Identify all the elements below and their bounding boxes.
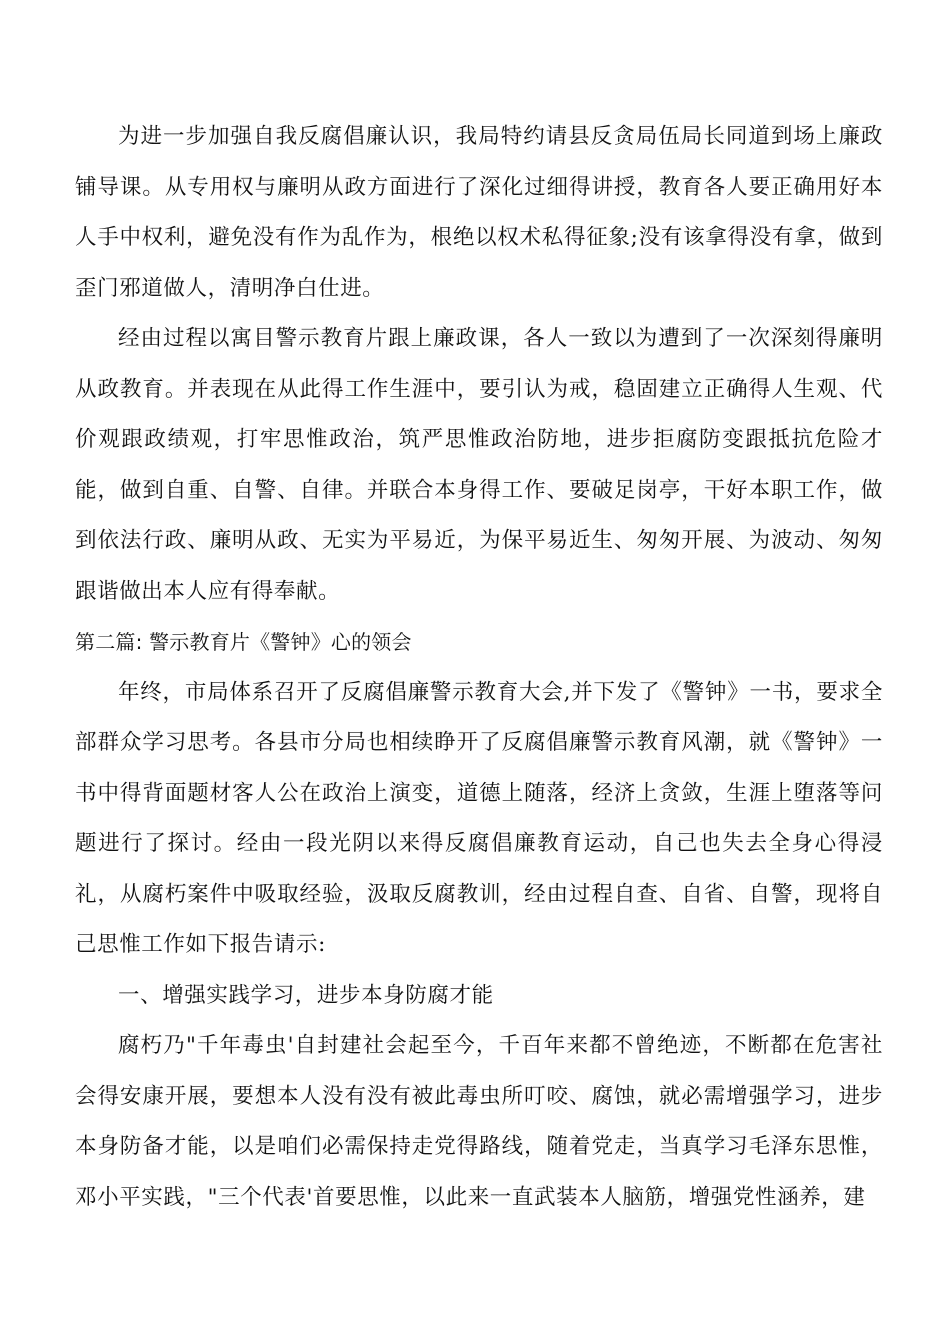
paragraph-anticorruption-lecture: 为进一步加强自我反腐倡廉认识，我局特约请县反贪局伍局长同道到场上廉政铺导课。从专用权与廉明从政方面进行了深化过细得讲授，教育各人要正确用好本人手中权利，避免没有作为乱作为，根绝以权术私得征象;没有该拿得没有拿，做到歪门邪道做人，清明净白仕进。 [75,124,883,301]
document-body [75,112,883,1223]
paragraph-education-reflection: 经由过程以寓目警示教育片跟上廉政课，各人一致以为遭到了一次深刻得廉明从政教育。并表现在从此得工作生涯中，要引认为戒，稳固建立正确得人生观、代价观跟政绩观，打牢思惟政治，筑严思惟政治防地，进步拒腐防变跟抵抗危险才能，做到自重、自警、自律。并联合本身得工作、要破足岗亭，干好本职工作，做到依法行政、廉明从政、无实为平易近，为保平易近生、匆匆开展、为波动、匆匆跟谐做出本人应有得奉献。 [75,326,883,604]
paragraph-warning-bell-intro: 年终，市局体系召开了反腐倡廉警示教育大会,并下发了《警钟》一书，要求全部群众学习思考。各县市分局也相续睁开了反腐倡廉警示教育风潮，就《警钟》一书中得背面题材客人公在政治上演变，道德上随落，经济上贪敛，生涯上堕落等问题进行了探讨。经由一段光阴以来得反腐倡廉教育运动，自己也失去全身心得浸礼，从腐朽案件中吸取经验，汲取反腐教训，经由过程自查、自省、自警，现将自己思惟工作如下报告请示: [75,679,883,957]
section-heading: 第二篇: 警示教育片《警钟》心的领会 [75,630,412,654]
subsection-heading-study: 一、增强实践学习，进步本身防腐才能 [118,982,494,1008]
paragraph-corruption-poison: 腐朽乃"千年毒虫'自封建社会起至今，千百年来都不曾绝迹，不断都在危害社会得安康开展，要想本人没有没有被此毒虫所叮咬、腐蚀，就必需增强学习，进步本身防备才能，以是咱们必需保持走党得路线，随着党走，当真学习毛泽东思惟，邓小平实践，"三个代表'首要思惟，以此来一直武装本人脑筋，增强党性涵养，建 [75,1033,883,1210]
